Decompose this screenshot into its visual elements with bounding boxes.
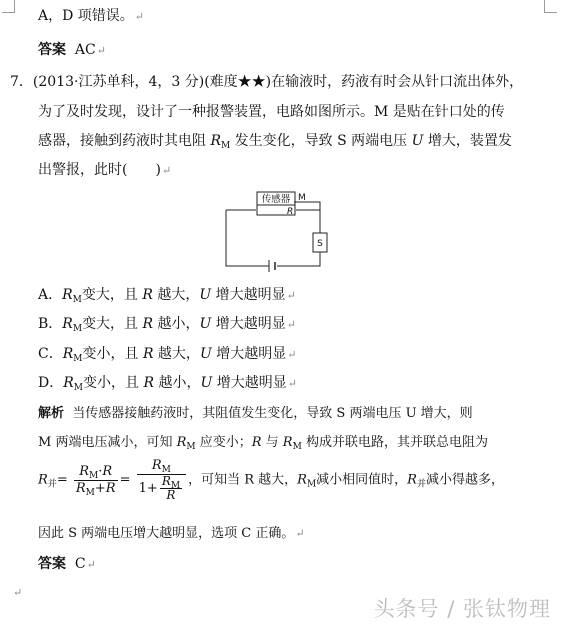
question-line-1: 7．(2013·江苏单科，4，3 分)(难度★★)在输液时，药液有时会从针口流出体外， bbox=[10, 74, 524, 90]
m-label: M bbox=[298, 193, 306, 203]
analysis-formula-line: $R_并=$ $\frac{R_M\cdot R}{R_M+R}$ = $R_M$ 1+ $\frac{R_M}{R}$ ，可知当 R 越大，$R_M$减小相同值时，$R_并$减小得越多， bbox=[38, 458, 504, 502]
option-d: D．$R_M$变小，且 R 越小，U 增大越明显↵ bbox=[38, 375, 297, 393]
option-b: B．$R_M$变大，且 R 越小，U 增大越明显↵ bbox=[38, 316, 296, 334]
analysis-line-1: 解析 当传感器接触药液时，其阻值发生变化，导致 S 两端电压 U 增大，则 bbox=[38, 406, 473, 421]
question-line-3: 感器，接触到药液时其电阻 $R_M$ 发生变化，导致 S 两端电压 U 增大，装置发 bbox=[38, 133, 512, 151]
previous-answer: 答案 AC↵ bbox=[38, 42, 106, 58]
final-answer: 答案 C↵ bbox=[38, 556, 96, 572]
watermark: 头条号 / 张钛物理 bbox=[373, 597, 551, 621]
question-number: 7． bbox=[10, 74, 33, 90]
page-corner-mark bbox=[2, 0, 15, 13]
question-line-4: 出警报，此时( )↵ bbox=[38, 162, 172, 178]
fraction-simplified: $R_M$ 1+ $\frac{R_M}{R}$ bbox=[137, 458, 186, 502]
s-label: S bbox=[317, 239, 323, 249]
fraction-product-over-sum: $\frac{R_M\cdot R}{R_M+R}$ bbox=[75, 463, 116, 498]
previous-explanation-tail: A，D 项错误。↵ bbox=[38, 8, 145, 24]
fraction-inner: $\frac{R_M}{R}$ bbox=[161, 474, 181, 502]
circuit-diagram bbox=[222, 190, 332, 272]
r-label: R bbox=[287, 207, 294, 217]
analysis-line-4: 因此 S 两端电压增大越明显，选项 C 正确。↵ bbox=[38, 526, 305, 541]
empty-paragraph: ↵ bbox=[13, 586, 23, 599]
page-corner-mark bbox=[544, 0, 557, 13]
option-c: C．$R_M$变小，且 R 越大，U 增大越明显↵ bbox=[38, 346, 297, 364]
question-line-2: 为了及时发现，设计了一种报警装置，电路如图所示。M 是贴在针口处的传 bbox=[38, 104, 505, 120]
analysis-line-2: M 两端电压减小，可知 $R_M$ 应变小；R 与 $R_M$ 构成并联电路，其并联总电阻为 bbox=[38, 435, 488, 452]
option-a: A．$R_M$变大，且 R 越大，U 增大越明显↵ bbox=[38, 287, 296, 305]
analysis-label: 解析 bbox=[38, 406, 65, 421]
sensor-label: 传感器 bbox=[261, 194, 291, 205]
